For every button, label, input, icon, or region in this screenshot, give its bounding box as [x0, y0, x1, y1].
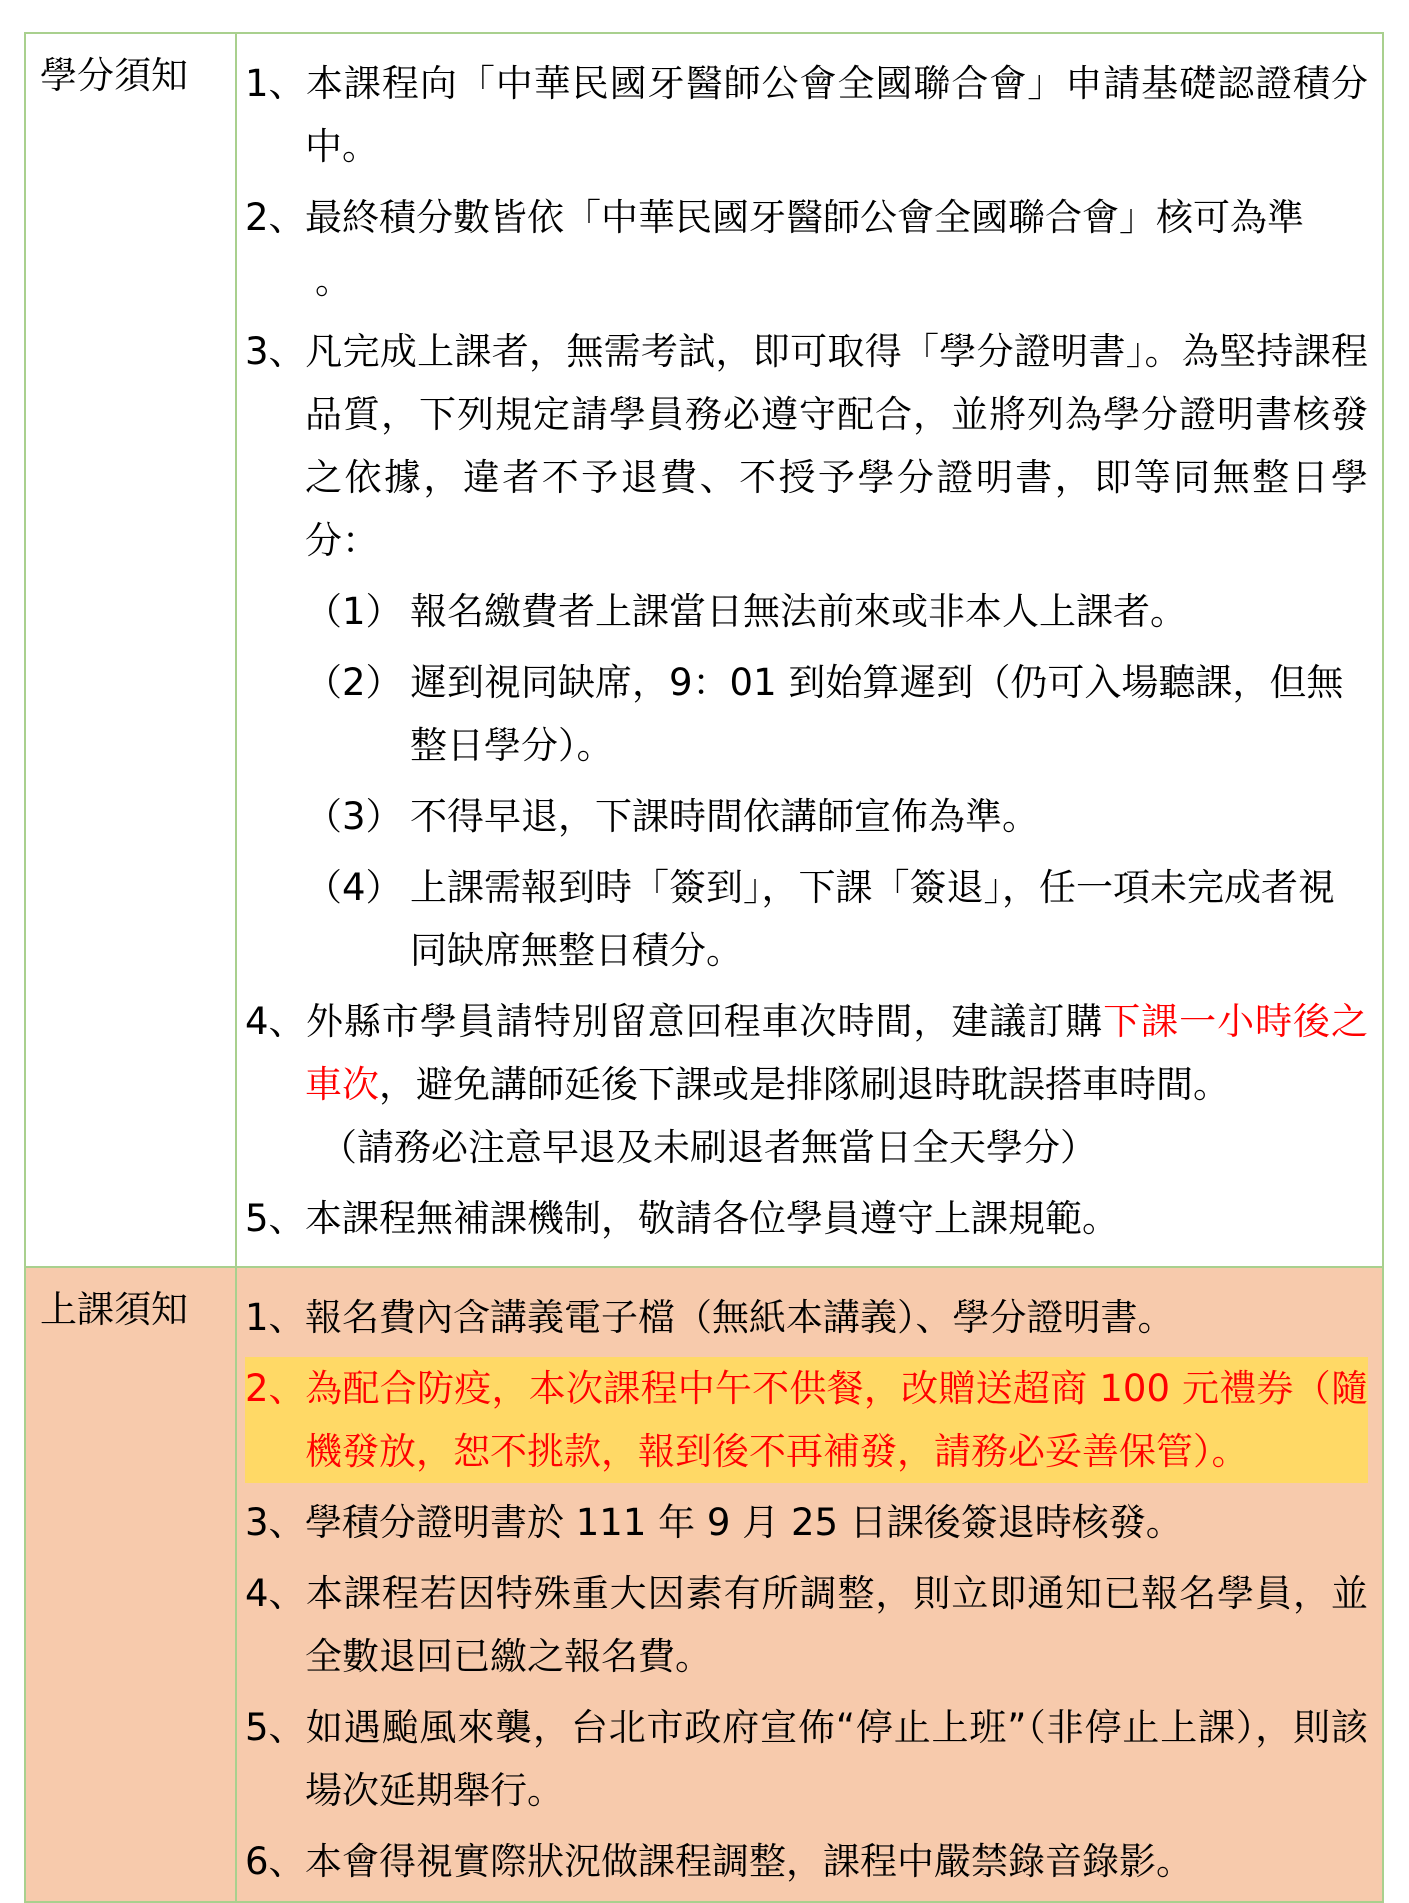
- credit-sub-item-4: （4） 上課需報到時「簽到」，下課「簽退」，任一項未完成者視同缺席無整日積分。: [305, 866, 1335, 972]
- course-item-4: 4、本課程若因特殊重大因素有所調整，則立即通知已報名學員，並全數退回已繳之報名費。: [245, 1572, 1368, 1678]
- course-item-3: 3、學積分證明書於 111 年 9 月 25 日課後簽退時核發。: [245, 1501, 1183, 1544]
- course-item-6: 6、本會得視實際狀況做課程調整，課程中嚴禁錄音錄影。: [245, 1840, 1193, 1883]
- course-notice-row: [25, 1267, 1383, 1902]
- credit-sub-item-3: （3） 不得早退，下課時間依講師宣佈為準。: [305, 795, 1039, 838]
- credit-item-1: 1、本課程向「中華民國牙醫師公會全國聯合會」申請基礎認證積分中。: [245, 62, 1368, 168]
- course-notice-label: 上課須知: [25, 1267, 236, 1902]
- emphasis-text: 下課一小時後之車次: [305, 1000, 1369, 1106]
- credit-notice-label: 學分須知: [25, 33, 236, 1267]
- course-item-2-highlighted: 2、為配合防疫，本次課程中午不供餐，改贈送超商 100 元禮券（隨機發放，恕不挑款，報到後不再補發，請務必妥善保管）。: [245, 1357, 1368, 1483]
- notice-table: [24, 32, 1384, 1903]
- credit-notice-content: [236, 33, 1383, 1267]
- course-item-5: 5、如遇颱風來襲，台北市政府宣佈“停止上班”（非停止上課），則該場次延期舉行。: [245, 1706, 1368, 1812]
- credit-item-4: 4、外縣市學員請特別留意回程車次時間，建議訂購下課一小時後之車次，避免講師延後下課或是排隊刷退時耽誤搭車時間。: [245, 1000, 1369, 1106]
- credit-note: （請務必注意早退及未刷退者無當日全天學分）: [320, 1126, 1097, 1169]
- credit-notice-row: [25, 33, 1383, 1267]
- credit-sub-item-1: （1） 報名繳費者上課當日無法前來或非本人上課者。: [305, 590, 1187, 633]
- credit-sub-item-2: （2） 遲到視同缺席，9：01 到始算遲到（仍可入場聽課，但無整日學分）。: [305, 661, 1344, 767]
- course-notice-content: [236, 1267, 1383, 1902]
- credit-item-2-tail: 。: [315, 259, 352, 302]
- credit-item-2: 2、最終積分數皆依「中華民國牙醫師公會全國聯合會」核可為準: [245, 196, 1304, 239]
- credit-item-5: 5、本課程無補課機制，敬請各位學員遵守上課規範。: [245, 1197, 1119, 1240]
- credit-item-3: 3、凡完成上課者，無需考試，即可取得「學分證明書」。為堅持課程品質，下列規定請學員務必遵守配合，並將列為學分證明書核發之依據，違者不予退費、不授予學分證明書，即等同無整日學分：: [245, 330, 1368, 562]
- course-item-1: 1、報名費內含講義電子檔（無紙本講義）、學分證明書。: [245, 1296, 1175, 1339]
